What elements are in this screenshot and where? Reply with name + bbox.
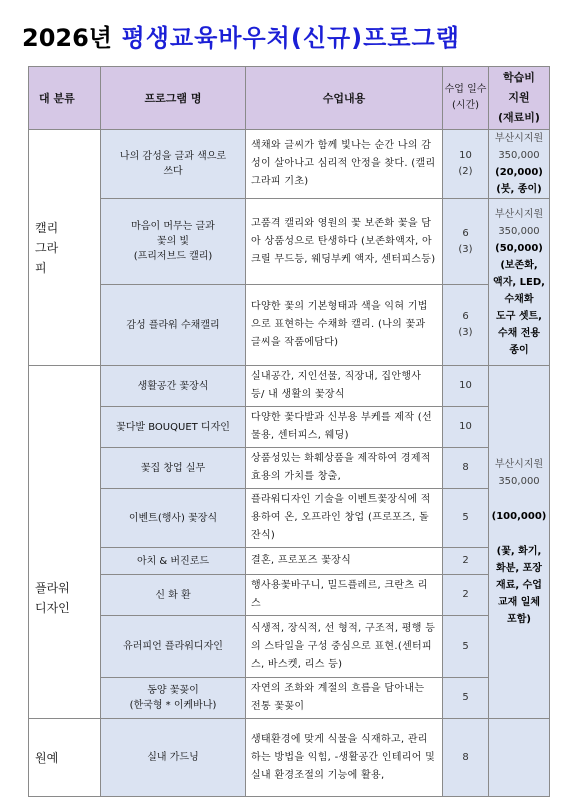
table-row bbox=[29, 366, 550, 407]
table-row bbox=[29, 678, 550, 719]
category-flower bbox=[29, 366, 101, 719]
program-name-line: 꽃의 빛 bbox=[156, 236, 190, 247]
days-value: 6 bbox=[462, 227, 469, 239]
program-name bbox=[101, 130, 246, 199]
program-days: 5 bbox=[443, 616, 489, 678]
program-name-line: 동양 꽃꽂이 bbox=[147, 685, 199, 696]
program-name: 신 화 환 bbox=[101, 575, 246, 616]
cost-line: 부산시지원 bbox=[494, 133, 544, 144]
program-content: 생태환경에 맞게 식물을 식재하고, 관리하는 방법을 익힘, -생활공간 인테리어 및 실내 환경조절의 기능에 활용, bbox=[246, 719, 443, 797]
cost-line: 재료, 수업 bbox=[496, 580, 542, 591]
cost-preserved bbox=[489, 199, 550, 366]
program-content: 결혼, 프로포즈 꽃장식 bbox=[246, 548, 443, 575]
cost-line: (20,000) bbox=[495, 167, 543, 178]
category-label: 플라워 디자인 bbox=[35, 581, 70, 615]
program-content: 행사용꽃바구니, 밀드플레르, 크란츠 리스 bbox=[246, 575, 443, 616]
program-days: 8 bbox=[443, 719, 489, 797]
cost-line: 수채화 bbox=[504, 293, 534, 305]
table-row bbox=[29, 130, 550, 199]
program-name-line: (한국형 * 이케바나) bbox=[129, 700, 217, 711]
program-content: 식생적, 장식적, 선 형적, 구조적, 평행 등의 스타일을 구성 중심으로 표현.(센터피스, 바스켓, 리스 등) bbox=[246, 616, 443, 678]
program-name: 생활공간 꽃장식 bbox=[101, 366, 246, 407]
program-content: 상품성있는 화훼상품을 제작하여 경제적 효용의 가치를 창출, bbox=[246, 448, 443, 489]
table-row bbox=[29, 199, 550, 285]
cost-line: 종이 bbox=[509, 344, 529, 356]
program-days: 5 bbox=[443, 678, 489, 719]
header-cost-l3: (재료비) bbox=[498, 111, 540, 124]
table-row bbox=[29, 448, 550, 489]
header-cost bbox=[489, 67, 550, 130]
program-content: 다양한 꽃다발과 신부용 부케를 제작 (선물용, 센터피스, 웨딩) bbox=[246, 407, 443, 448]
cost-line: 교재 일체 bbox=[497, 597, 541, 608]
cost-line: 도구 셋트, bbox=[496, 310, 542, 322]
category-garden: 원예 bbox=[29, 719, 101, 797]
program-name bbox=[101, 678, 246, 719]
cost-line: 부산시지원 bbox=[494, 208, 544, 220]
program-days: 10 bbox=[443, 366, 489, 407]
cost-line: (100,000) bbox=[491, 511, 547, 522]
program-days: 5 bbox=[443, 489, 489, 548]
category-calligraphy bbox=[29, 130, 101, 366]
cost-line: 포함) bbox=[507, 614, 531, 625]
program-content: 다양한 꽃의 기본형태과 색을 익혀 기법으로 표현하는 수채화 캘리. (나의 꽃과 글씨을 작품에담다) bbox=[246, 285, 443, 366]
program-days: 2 bbox=[443, 548, 489, 575]
header-category: 대 분류 bbox=[29, 67, 101, 130]
program-days: 2 bbox=[443, 575, 489, 616]
cost-line: 액자, LED, bbox=[493, 276, 545, 288]
table-row bbox=[29, 489, 550, 548]
cost-line: (50,000) bbox=[495, 242, 543, 254]
header-cost-l1: 학습비 bbox=[503, 71, 535, 84]
table-row bbox=[29, 616, 550, 678]
program-name-line: (프리저브드 캘리) bbox=[133, 251, 213, 262]
cost-line: (붓, 종이) bbox=[496, 184, 542, 195]
cost-garden bbox=[489, 719, 550, 797]
days-value: 10 bbox=[459, 150, 472, 161]
program-name: 감성 플라워 수채캘리 bbox=[101, 285, 246, 366]
program-days: 10 bbox=[443, 407, 489, 448]
program-table bbox=[28, 66, 550, 797]
table-row bbox=[29, 285, 550, 366]
program-name-text: 나의 감성을 글과 색으로 쓰다 bbox=[119, 151, 227, 177]
program-content: 플라워디자인 기술을 이벤트꽃장식에 적용하여 온, 오프라인 창업 (프로포즈, 돌잔식) bbox=[246, 489, 443, 548]
program-name bbox=[101, 199, 246, 285]
program-days bbox=[443, 130, 489, 199]
program-name: 꽃다발 BOUQUET 디자인 bbox=[101, 407, 246, 448]
document-title bbox=[22, 18, 460, 54]
category-label: 캘리 그라피 bbox=[35, 220, 59, 275]
header-cost-l2: 지원 bbox=[508, 91, 530, 104]
program-name: 이벤트(행사) 꽃장식 bbox=[101, 489, 246, 548]
program-name: 실내 가드닝 bbox=[101, 719, 246, 797]
program-days bbox=[443, 199, 489, 285]
title-year: 2026년 bbox=[22, 24, 112, 52]
cost-line: 수채 전용 bbox=[497, 327, 541, 339]
program-name: 아치 & 버진로드 bbox=[101, 548, 246, 575]
header-content: 수업내용 bbox=[246, 67, 443, 130]
cost-calligraphy bbox=[489, 130, 550, 199]
cost-line: 350,000 bbox=[498, 150, 540, 161]
cost-line: 350,000 bbox=[498, 476, 540, 487]
header-days: 수업 일수 (시간) bbox=[443, 67, 489, 130]
program-name-line: 마음이 머무는 글과 bbox=[131, 221, 215, 232]
table-row bbox=[29, 548, 550, 575]
cost-line: 350,000 bbox=[498, 225, 540, 237]
cost-line: 부산시지원 bbox=[494, 459, 544, 470]
title-main: 평생교육바우처(신규)프로그램 bbox=[121, 24, 460, 52]
header-program: 프로그램 명 bbox=[101, 67, 246, 130]
program-content: 자연의 조화와 계절의 흐름을 담아내는 전통 꽃꽂이 bbox=[246, 678, 443, 719]
program-content: 고품격 캘리와 영원의 꽃 보존화 꽃을 담아 상품성으로 탄생하다 (보존화액자, 아크릴 무드등, 웨딩부케 액자, 센터피스등) bbox=[246, 199, 443, 285]
program-days: 8 bbox=[443, 448, 489, 489]
days-value: 6 bbox=[462, 311, 469, 322]
hours-value: (3) bbox=[458, 243, 473, 255]
program-name: 꽃집 창업 실무 bbox=[101, 448, 246, 489]
program-content: 색채와 글씨가 함께 빛나는 순간 나의 감성이 살아나고 심리적 안정을 찾다. (캘리그라피 기초) bbox=[246, 130, 443, 199]
cost-line: (보존화, bbox=[500, 259, 538, 271]
cost-flower bbox=[489, 366, 550, 719]
hours-value: (2) bbox=[458, 166, 473, 177]
table-row bbox=[29, 407, 550, 448]
header-row bbox=[29, 67, 550, 130]
program-name: 유러피언 플라워디자인 bbox=[101, 616, 246, 678]
program-content: 실내공간, 지인선물, 직장내, 집안행사 등/ 내 생활의 꽃장식 bbox=[246, 366, 443, 407]
cost-line: 화분, 포장 bbox=[496, 563, 542, 574]
table-row bbox=[29, 575, 550, 616]
hours-value: (3) bbox=[458, 327, 473, 338]
table-row bbox=[29, 719, 550, 797]
program-days bbox=[443, 285, 489, 366]
cost-line: (꽃, 화기, bbox=[496, 546, 542, 557]
